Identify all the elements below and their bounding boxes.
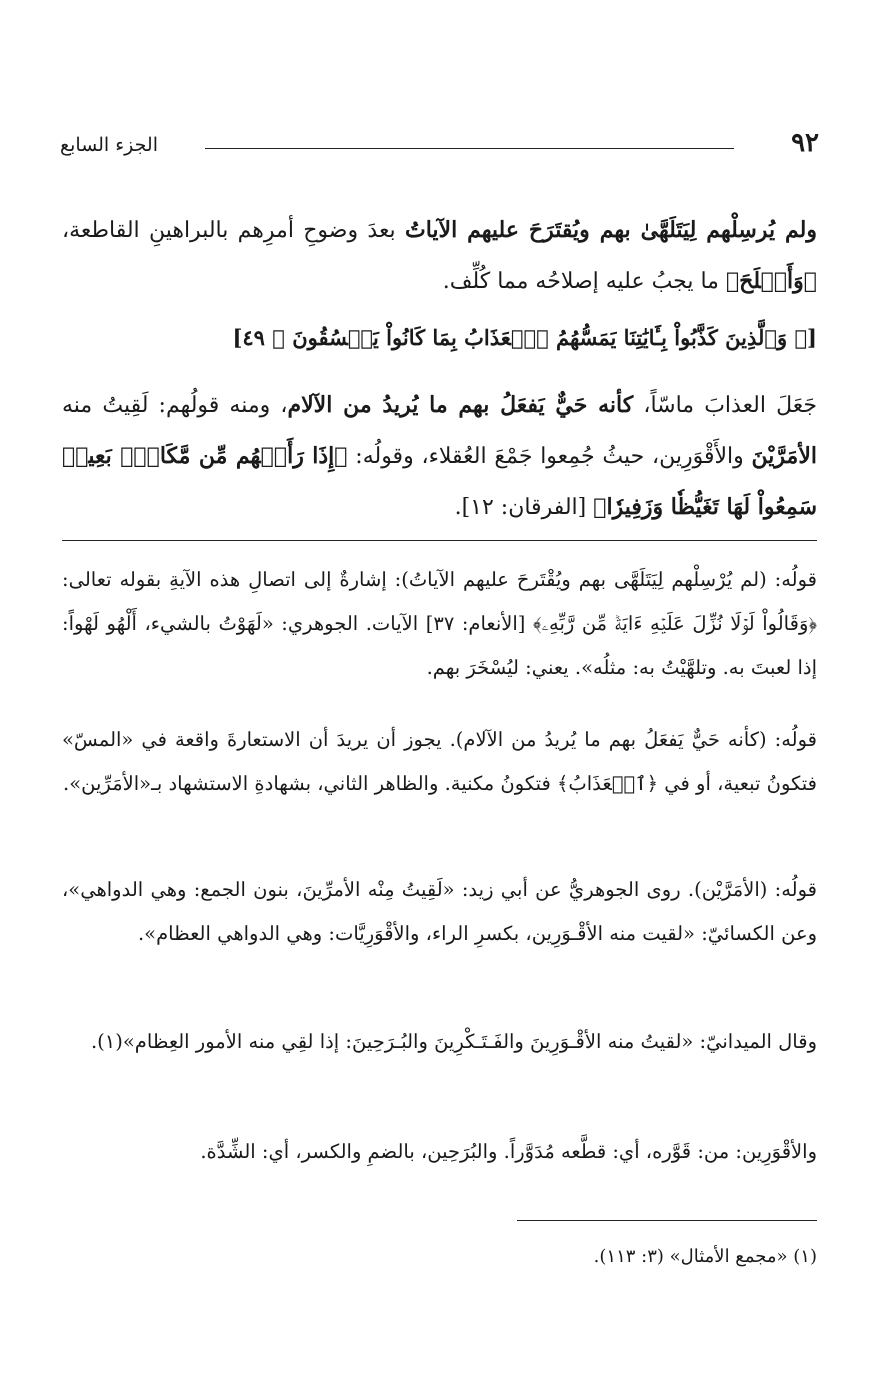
footnote-divider	[517, 1220, 817, 1221]
main-paragraph-2	[62, 380, 817, 533]
main-paragraph-1	[62, 205, 817, 307]
footnote-1: (١) «مجمع الأمثال» (٣: ١١٣).	[593, 1246, 817, 1267]
main-p1-bold-a: ولم يُرسِلْهم لِيَتَلَهَّىٰ بهم ويُقتَرَحَ عليهم الآياتُ	[404, 217, 817, 243]
main-p2-normal-c: والأَقْوَرِين، حيثُ جُمِعوا جَمْعَ العُقلاء، وقولُه:	[347, 444, 752, 469]
main-p2-normal-b: ، ومنه قولُهم: لَقِيتُ منه	[62, 393, 288, 418]
main-p2-normal-a: جَعَلَ العذابَ ماسّاً،	[633, 393, 817, 418]
commentary-paragraph-2: قولُه: (كأنه حَيٌّ يَفعَلُ بهم ما يُريدُ من الآلام). يجوز أن يريدَ أن الاستعارةَ واقعة في «المسّ» فتكونُ تبعية، أو في ﴿ٱلۡعَذَابُ﴾ فتكونُ مكنية. والظاهر الثاني، بشهادةِ الاستشهاد بـ«الأمَرِّين».	[62, 728, 817, 795]
page-number: ٩٢	[791, 128, 819, 158]
quran-verse-49: [﴿ وَٱلَّذِينَ كَذَّبُواْ بِـَٔايَٰتِنَا يَمَسُّهُمُ ٱلۡعَذَابُ بِمَا كَانُواْ يَفۡسُقُونَ ﴾ ٤٩]	[232, 325, 817, 350]
commentary-paragraph-5: والأقْوَرِين: من: قَوَّره، أي: قطَّعه مُدَوَّراً. والبُرَحِين، بالضمِ والكسر، أي: الشِّدَّة.	[200, 1140, 817, 1163]
main-p2-bold-a: كأنه حَيٌّ يَفعَلُ بهم ما يُريدُ من الآلام	[287, 392, 634, 418]
main-p2-bold-b: الأمَرَّيْنَ	[751, 443, 817, 469]
main-p2-bold-c: ﴿إِذَا رَأَتۡهُم مِّن مَّكَانِۭ بَعِيدٖ سَمِعُواْ لَهَا تَغَيُّظٗا وَزَفِيرٗا﴾	[62, 443, 817, 520]
main-p2-normal-d: [الفرقان: ١٢].	[454, 495, 594, 520]
commentary-paragraph-1: قولُه: (لم يُرْسِلْهم لِيَتَلَهَّى بهم ويُقْتَرحَ عليهم الآياتُ): إشارةٌ إلى اتصالِ هذه الآيةِ بقوله تعالى: ﴿وَقَالُواْ لَوۡلَا نُزِّلَ عَلَيۡهِ ءَايَةٞ مِّن رَّبِّهِۦ﴾ [الأنعام: ٣٧] الآيات. الجوهري: «لَهَوْتُ بالشيء، أَلْهُو لَهْواً: إذا لعبتَ به. وتلهَّيْتُ به: مثلُه». يعني: ليُسْخَرَ بهم.	[62, 568, 817, 679]
commentary-paragraph-4: وقال الميدانيّ: «لقيتُ منه الأقْـوَرِينَ والفَـتَـكْرِينَ والبُـرَحِينَ: إذا لقِي منه الأمور العِظام»(١).	[90, 1030, 817, 1053]
page-header	[60, 128, 819, 168]
header-rule	[205, 148, 734, 149]
main-p1-bold-b: ﴿وَأَصۡلَحَ﴾	[725, 268, 817, 294]
commentary-divider	[62, 540, 817, 541]
main-p1-normal-b: ما يجبُ عليه إصلاحُه مما كُلِّف.	[442, 269, 726, 294]
commentary-paragraph-3: قولُه: (الأمَرَّيْن). روى الجوهريُّ عن أبي زيد: «لَقِيتُ مِنْه الأمرِّينَ، بنون الجمع: وهي الدواهي»، وعن الكسائيّ: «لقيت منه الأقْـوَرِين، بكسرِ الراء، والأقْوَرِيَّات: وهي الدواهي العظام».	[62, 878, 817, 945]
part-title: الجزء السابع	[60, 134, 158, 156]
main-p1-normal-a: بعدَ وضوحِ أمرِهم بالبراهينِ القاطعة،	[62, 218, 405, 243]
